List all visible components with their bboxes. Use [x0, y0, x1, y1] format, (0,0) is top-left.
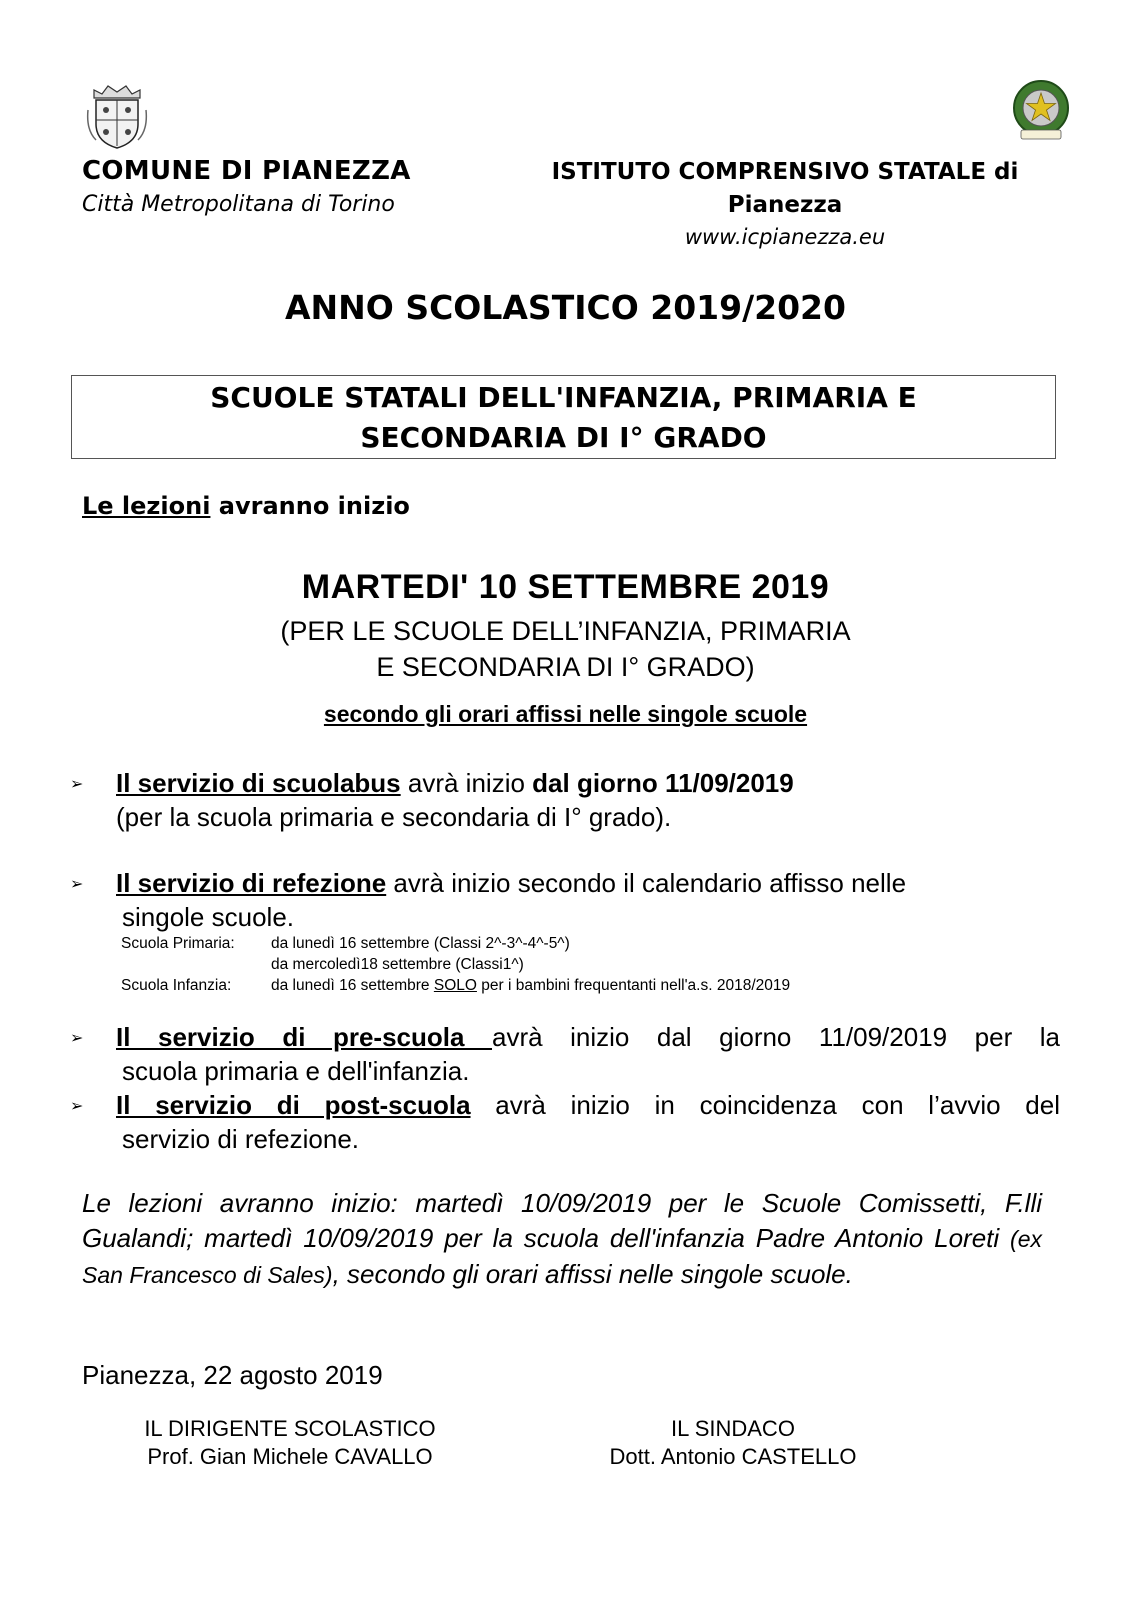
infanzia-solo: SOLO: [433, 977, 477, 994]
post-scuola-line1: [116, 1088, 1060, 1122]
closing-part1: Le lezioni avranno inizio: martedì 10/09/2019 per le Scuole Comissetti, F.lli Gualandi; martedì 10/09/2019 per la scuola dell'infanzia Padre Antonio Loreti: [82, 1188, 1042, 1253]
pre-scuola-text: avrà inizio dal giorno 11/09/2019 per la: [492, 1022, 1060, 1052]
start-date: MARTEDI' 10 SETTEMBRE 2019: [301, 568, 830, 606]
italian-republic-emblem-icon: [1003, 78, 1079, 147]
istituto-header: [520, 156, 1050, 252]
scuolabus-text: avrà inizio: [400, 768, 533, 798]
schools-box-line1: SCUOLE STATALI DELL'INFANZIA, PRIMARIA E: [210, 381, 917, 414]
schools-box: [71, 375, 1056, 459]
scuolabus-date: dal giorno 11/09/2019: [532, 768, 794, 798]
sindaco-role: IL SINDACO: [671, 1416, 795, 1441]
schools-box-line2: SECONDARIA DI I° GRADO: [360, 421, 767, 454]
signature-sindaco: [553, 1415, 913, 1471]
closing-part3: , secondo gli orari affissi nelle singole scuole.: [332, 1259, 853, 1289]
istituto-city: Pianezza: [727, 192, 843, 218]
scuolabus-text-line2: (per la scuola primaria e secondaria di I° grado).: [116, 802, 672, 832]
pre-scuola-text-line2: scuola primaria e dell'infanzia.: [122, 1056, 470, 1086]
post-scuola-label: Il servizio di post-scuola: [116, 1090, 471, 1120]
lessons-intro-underlined: Le lezioni: [82, 492, 211, 520]
istituto-url: www.icpianezza.eu: [684, 225, 886, 249]
post-scuola-text: avrà inizio in coincidenza con l’avvio del: [470, 1090, 1060, 1120]
istituto-title: ISTITUTO COMPRENSIVO STATALE di: [551, 159, 1019, 185]
scuolabus-label: Il servizio di scuolabus: [116, 768, 401, 798]
bullet-arrow-icon: ➢: [70, 776, 84, 793]
bullet-arrow-icon: ➢: [70, 1098, 84, 1115]
place-date: Pianezza, 22 agosto 2019: [82, 1360, 383, 1390]
lessons-intro-rest: avranno inizio: [210, 492, 410, 520]
pre-scuola-line1: [116, 1020, 1060, 1054]
closing-part2: (ex San Francesco di Sales): [82, 1226, 1042, 1288]
list-item-refezione: [70, 866, 1060, 934]
refezione-label: Il servizio di refezione: [116, 868, 387, 898]
infanzia-post: per i bambini frequentanti nell'a.s. 2018/2019: [476, 977, 791, 994]
bullet-arrow-icon: ➢: [70, 1030, 84, 1047]
list-item-scuolabus: [70, 766, 1060, 834]
infanzia-pre: da lunedì 16 settembre: [271, 977, 434, 994]
sindaco-name: Dott. Antonio CASTELLO: [609, 1444, 857, 1469]
post-scuola-text-line2: servizio di refezione.: [122, 1124, 359, 1154]
bullet-arrow-icon: ➢: [70, 876, 84, 893]
dirigente-name: Prof. Gian Michele CAVALLO: [147, 1444, 433, 1469]
pre-scuola-label: Il servizio di pre-scuola: [116, 1022, 492, 1052]
start-date-note-line2: E SECONDARIA DI I° GRADO): [376, 652, 755, 682]
list-item-pre-scuola: [70, 1020, 1060, 1088]
refezione-text: avrà inizio secondo il calendario affisso nelle: [386, 868, 907, 898]
refezione-text-line2: singole scuole.: [122, 902, 294, 932]
start-date-note: [0, 613, 1131, 685]
primaria-label: Scuola Primaria:: [121, 935, 235, 952]
refezione-details: [121, 933, 790, 996]
timetable-note: secondo gli orari affissi nelle singole scuole: [323, 701, 808, 727]
dirigente-role: IL DIRIGENTE SCOLASTICO: [144, 1416, 436, 1441]
primaria-line2: da mercoledì18 settembre (Classi1^): [271, 956, 524, 973]
comune-title: COMUNE DI PIANEZZA: [82, 156, 411, 186]
lessons-intro: [82, 492, 410, 520]
comune-header: [82, 156, 411, 217]
comune-crest-icon: [84, 80, 150, 157]
anno-scolastico-title: ANNO SCOLASTICO 2019/2020: [285, 288, 846, 327]
signature-dirigente: [110, 1415, 470, 1471]
start-date-note-line1: (PER LE SCUOLE DELL’INFANZIA, PRIMARIA: [280, 616, 851, 646]
comune-subtitle: Città Metropolitana di Torino: [82, 192, 395, 217]
primaria-line1: da lunedì 16 settembre (Classi 2^-3^-4^-5^): [271, 935, 570, 952]
list-item-post-scuola: [70, 1088, 1060, 1156]
closing-paragraph: [82, 1186, 1042, 1293]
infanzia-label: Scuola Infanzia:: [121, 977, 232, 994]
